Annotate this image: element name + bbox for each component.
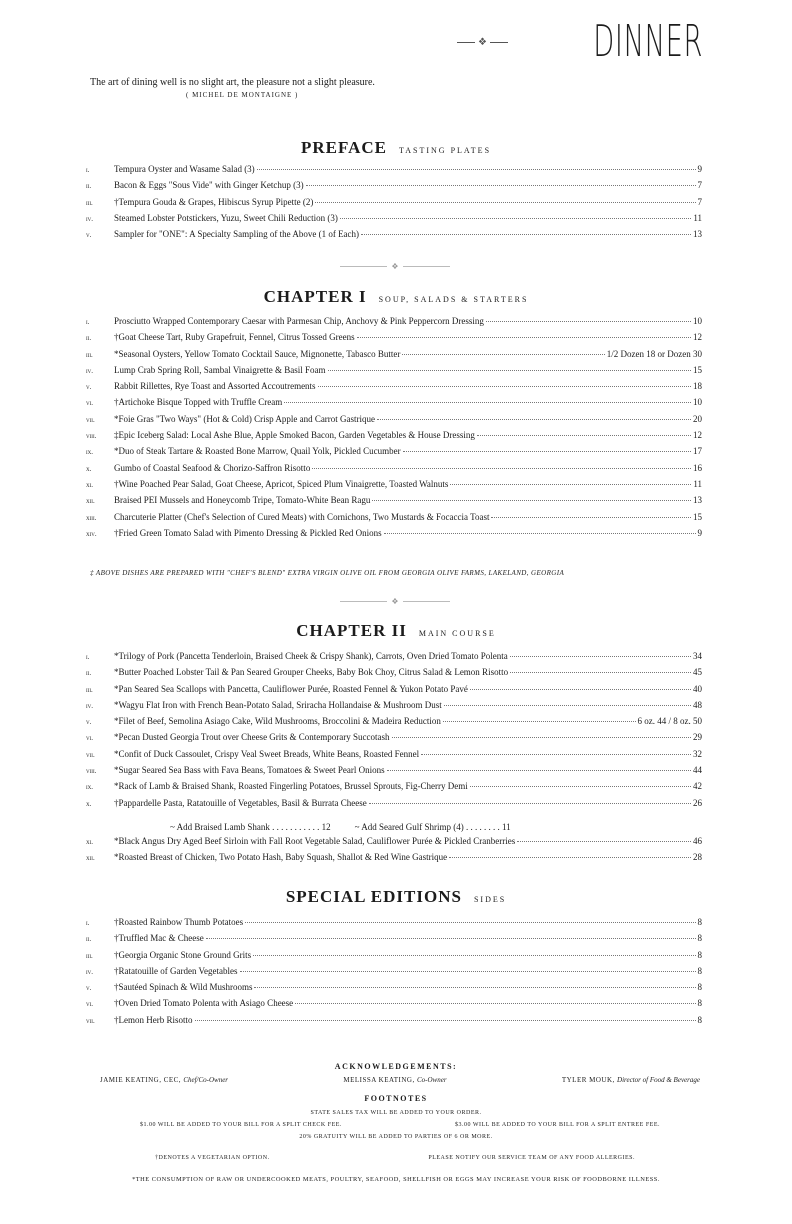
menu-item [86,700,702,716]
menu-item-price: 8 [697,933,702,944]
section-subheading: TASTING PLATES [398,146,492,155]
leader-dots [470,786,691,787]
menu-item-number: iv. [86,967,94,976]
acknowledgements-title: ACKNOWLEDGEMENTS: [334,1062,458,1071]
menu-item-number: ii. [86,935,92,944]
leader-dots [510,656,691,657]
menu-item-price: 9 [697,164,702,174]
menu-item-name: *Pan Seared Sea Scallops with Pancetta, Cauliflower Purée, Roasted Fennel & Yukon Potato Pavé [114,683,468,694]
menu-item [86,446,702,462]
section-subheading: SOUP, SALADS & STARTERS [378,295,529,304]
menu-item-price: 18 [693,381,702,392]
menu-item-name: †Ratatouille of Garden Vegetables [114,965,238,976]
menu-item-name: †Pappardelle Pasta, Ratatouille of Vegetables, Basil & Burrata Cheese [114,797,367,808]
menu-item-price: 15 [693,511,702,522]
menu-item [86,463,702,479]
header-ornament: ❖ [457,37,508,48]
leader-dots [403,451,691,452]
section-title-preface [90,138,702,158]
leader-dots [240,971,696,972]
leader-dots [254,987,695,988]
leader-dots [477,435,691,436]
menu-item [86,917,702,933]
menu-item-name: †Fried Green Tomato Salad with Pimento Dressing & Pickled Red Onions [114,527,382,538]
menu-item-number: vii. [86,415,95,424]
leader-dots [491,517,691,518]
menu-item-price: 26 [693,797,702,808]
menu-item-name: *Confit of Duck Cassoulet, Crispy Veal Sweet Breads, White Beans, Roasted Fennel [114,748,420,759]
menu-item-name: †Georgia Organic Stone Ground Grits [114,949,252,960]
menu-item [86,732,702,748]
chapter-1-list [86,316,702,544]
menu-item [86,781,702,797]
menu-item [86,180,702,196]
menu-item-name: Braised PEI Mussels and Honeycomb Tripe, Tomato-White Bean Ragu [114,495,371,506]
leader-dots [470,689,691,690]
chapter-2-list-a [86,651,702,814]
menu-item-number: vi. [86,399,94,408]
menu-item-number: xiv. [86,529,97,538]
menu-item-name: *Roasted Breast of Chicken, Two Potato Hash, Baby Squash, Shallot & Red Wine Gastrique [114,852,448,863]
chapter-2-list-b [86,836,702,869]
leader-dots [450,484,691,485]
addon-item: ~ Add Braised Lamb Shank . . . . . . . . . . . 12 [170,822,331,832]
leader-dots [443,721,636,722]
menu-item-price: 8 [697,1014,702,1025]
epigraph-text: The art of dining well is no slight art, the pleasure not a slight pleasure. [90,77,375,88]
menu-item-number: viii. [86,767,97,776]
leader-dots [284,402,691,403]
menu-item-number: viii. [86,432,97,441]
leader-dots [253,955,695,956]
menu-item-price: 11 [693,212,702,223]
menu-item-number: xi. [86,480,94,489]
menu-item-number: iii. [86,198,93,207]
menu-item [86,397,702,413]
menu-item-number: ix. [86,448,94,457]
menu-item-price: 42 [693,781,702,792]
menu-item-name: Bacon & Eggs "Sous Vide" with Ginger Ketchup (3) [114,180,304,191]
menu-item-price: 16 [693,462,702,473]
menu-item-name: Gumbo of Coastal Seafood & Chorizo-Saffron Risotto [114,462,311,473]
footnote-tax: STATE SALES TAX WILL BE ADDED TO YOUR ORDER. [310,1110,482,1116]
menu-item-price: 46 [693,836,702,846]
leader-dots [295,1003,695,1004]
menu-item-price: 10 [693,397,702,408]
menu-item-price: 34 [693,651,702,661]
menu-item-number: xii. [86,854,95,863]
menu-item-number: xii. [86,497,95,506]
menu-item-price: 28 [693,852,702,863]
menu-item-price: 40 [693,683,702,694]
leader-dots [340,218,691,219]
menu-item-name: *Black Angus Dry Aged Beef Sirloin with Fall Root Vegetable Salad, Cauliflower Purée & Pickled Cranberries [114,836,516,846]
menu-item-name: †Truffled Mac & Cheese [114,933,204,944]
menu-item-number: iii. [86,350,93,359]
menu-item-price: 13 [693,495,702,506]
section-heading: CHAPTER I [263,287,367,306]
menu-item-price: 9 [697,527,702,538]
menu-item-number: ii. [86,669,92,678]
footnote-gratuity: 20% GRATUITY WILL BE ADDED TO PARTIES OF 6 OR MORE. [299,1134,493,1140]
leader-dots [377,419,691,420]
menu-item-price: 15 [693,364,702,375]
menu-item-price: 8 [697,949,702,960]
menu-item [86,852,702,868]
menu-item-price: 17 [693,446,702,457]
leader-dots [510,672,691,673]
footnotes-title: FOOTNOTES [364,1094,428,1103]
menu-item-price: 44 [693,765,702,776]
menu-item-price: 12 [693,430,702,441]
leader-dots [369,803,691,804]
menu-item [86,1015,702,1031]
leader-dots [387,770,691,771]
addon-item: ~ Add Seared Gulf Shrimp (4) . . . . . . . . 11 [354,822,511,832]
menu-item-number: v. [86,231,92,240]
footnote-notices [155,1155,635,1161]
menu-item-number: xiii. [86,513,97,522]
menu-item-price: 13 [693,229,702,240]
menu-item [86,998,702,1014]
menu-item-name: *Trilogy of Pork (Pancetta Tenderloin, Braised Cheek & Crispy Shank), Carrots, Oven Dried Tomato Polenta [114,651,508,661]
section-title-chapter-2 [90,621,702,641]
menu-item-price: 8 [697,998,702,1009]
menu-item [86,512,702,528]
lamb-shrimp-addons [170,822,511,832]
menu-item-name: Steamed Lobster Potstickers, Yuzu, Sweet Chili Reduction (3) [114,212,338,223]
ack-entry: JAMIE KEATING, CEC, Chef/Co-Owner [100,1076,229,1084]
menu-item-price: 7 [697,180,702,191]
menu-item-price: 10 [693,316,702,326]
menu-item-number: x. [86,464,92,473]
menu-item-name: †Oven Dried Tomato Polenta with Asiago Cheese [114,998,294,1009]
ack-entry: MELISSA KEATING, Co-Owner [343,1076,447,1084]
epigraph [90,76,375,102]
menu-item-number: iv. [86,701,94,710]
menu-item-number: i. [86,919,90,927]
menu-item-price: 8 [697,982,702,993]
menu-item-name: †Tempura Gouda & Grapes, Hibiscus Syrup Pipette (2) [114,196,314,207]
menu-item-name: *Butter Poached Lobster Tail & Pan Seared Grouper Cheeks, Baby Bok Choy, Citrus Salad & Lemon Risotto [114,667,509,678]
leader-dots [306,185,696,186]
menu-item [86,164,702,180]
menu-item-price: 6 oz. 44 / 8 oz. 50 [637,716,702,727]
menu-item-number: ii. [86,182,92,191]
menu-item-name: *Seasonal Oysters, Yellow Tomato Cocktail Sauce, Mignonette, Tabasco Butter [114,348,401,359]
menu-item-price: 11 [693,478,702,489]
menu-item [86,982,702,998]
menu-item [86,966,702,982]
menu-item-number: ix. [86,783,94,792]
ack-entry: TYLER MOUK, Director of Food & Beverage [561,1076,700,1084]
footnote-split-entree: $3.00 WILL BE ADDED TO YOUR BILL FOR A SPLIT ENTREE FEE. [454,1122,660,1128]
olive-oil-note: ‡ ABOVE DISHES ARE PREPARED WITH "CHEF'S BLEND" EXTRA VIRGIN OLIVE OIL FROM GEORGIA OLIVE FARMS, LAKELAND, GEORGIA [90,569,565,577]
menu-item-number: iv. [86,214,94,223]
section-title-chapter-1 [90,287,702,307]
menu-item-number: iii. [86,951,93,960]
section-heading: CHAPTER II [296,621,407,640]
menu-item [86,765,702,781]
menu-item-price: 45 [693,667,702,678]
leader-dots [444,705,691,706]
leader-dots [195,1020,696,1021]
menu-item-price: 48 [693,699,702,710]
menu-item-name: *Wagyu Flat Iron with French Bean-Potato Salad, Sriracha Hollandaise & Mushroom Dust [114,699,442,710]
menu-item-name: †Artichoke Bisque Topped with Truffle Cream [114,397,283,408]
footnote-vegetarian: †DENOTES A VEGETARIAN OPTION. [155,1155,270,1161]
menu-item-number: xi. [86,838,94,846]
leader-dots [315,202,695,203]
menu-item-price: 20 [693,413,702,424]
epigraph-attribution: ( MICHEL DE MONTAIGNE ) [186,91,299,99]
leader-dots [361,234,691,235]
acknowledgements [100,1076,700,1084]
menu-item-number: x. [86,799,92,808]
leader-dots [449,857,691,858]
menu-item-name: Sampler for "ONE": A Specialty Sampling of the Above (1 of Each) [114,229,360,240]
footnote-split-fees [140,1122,660,1128]
leader-dots [312,468,691,469]
leader-dots [257,169,696,170]
menu-item-price: 1/2 Dozen 18 or Dozen 30 [606,348,702,359]
menu-item [86,933,702,949]
leader-dots [392,737,691,738]
menu-item [86,197,702,213]
menu-item [86,381,702,397]
menu-item-name: *Foie Gras "Two Ways" (Hot & Cold) Crisp Apple and Carrot Gastrique [114,413,376,424]
leader-dots [402,354,604,355]
section-subheading: SIDES [473,895,507,904]
menu-item [86,430,702,446]
section-heading: PREFACE [300,138,387,157]
footnote-consumption-warning: *THE CONSUMPTION OF RAW OR UNDERCOOKED MEATS, POULTRY, SEAFOOD, SHELLFISH OR EGGS MAY INCREASE YOUR RISK OF FOODBORNE ILLNESS. [132,1176,660,1183]
menu-item [86,414,702,430]
menu-item [86,749,702,765]
menu-item-name: *Filet of Beef, Semolina Asiago Cake, Wild Mushrooms, Broccolini & Madeira Reduction [114,716,441,727]
menu-item-name: *Duo of Steak Tartare & Roasted Bone Marrow, Quail Yolk, Pickled Cucumber [114,446,401,457]
menu-item [86,349,702,365]
menu-item [86,836,702,852]
menu-item-price: 8 [697,965,702,976]
leader-dots [372,500,691,501]
menu-item [86,528,702,544]
menu-item [86,651,702,667]
menu-item [86,213,702,229]
leader-dots [357,337,691,338]
section-subheading: MAIN COURSE [418,629,496,638]
menu-item-name: ‡Epic Iceberg Salad: Local Ashe Blue, Apple Smoked Bacon, Garden Vegetables & House Dressing [114,430,475,441]
section-heading: SPECIAL EDITIONS [285,887,462,906]
footnote-allergy: PLEASE NOTIFY OUR SERVICE TEAM OF ANY FOOD ALLERGIES. [428,1155,635,1161]
menu-item-number: v. [86,383,92,392]
menu-item-number: vi. [86,734,94,743]
menu-item-name: Tempura Oyster and Wasame Salad (3) [114,164,255,174]
menu-item [86,684,702,700]
menu-item-number: v. [86,718,92,727]
menu-item-name: *Rack of Lamb & Braised Shank, Roasted Fingerling Potatoes, Brussel Sprouts, Fig-Cherry Demi [114,781,468,792]
menu-item-price: 8 [697,917,702,927]
menu-item-number: i. [86,318,90,326]
menu-item [86,365,702,381]
menu-item-number: iv. [86,366,94,375]
menu-title: DINNER [593,16,703,67]
menu-item-name: †Sautéed Spinach & Wild Mushrooms [114,982,253,993]
menu-item [86,798,702,814]
menu-item-name: *Sugar Seared Sea Bass with Fava Beans, Tomatoes & Sweet Pearl Onions [114,765,385,776]
menu-item-name: Rabbit Rillettes, Rye Toast and Assorted Accoutrements [114,381,316,392]
menu-item [86,316,702,332]
menu-item-name: Prosciutto Wrapped Contemporary Caesar with Parmesan Chip, Anchovy & Pink Peppercorn Dressing [114,316,484,326]
sides-list [86,917,702,1031]
leader-dots [328,370,691,371]
leader-dots [245,922,695,923]
section-divider: ❖ [340,597,450,606]
section-divider: ❖ [340,262,450,271]
menu-item-number: v. [86,984,92,993]
menu-item-name: †Goat Cheese Tart, Ruby Grapefruit, Fennel, Citrus Tossed Greens [114,332,355,343]
menu-item [86,950,702,966]
menu-item-number: vii. [86,1016,95,1025]
leader-dots [318,386,691,387]
leader-dots [384,533,696,534]
menu-item-number: vii. [86,750,95,759]
menu-item [86,479,702,495]
menu-item-price: 32 [693,748,702,759]
menu-item-name: †Roasted Rainbow Thumb Potatoes [114,917,244,927]
preface-list [86,164,702,245]
menu-item-name: Charcuterie Platter (Chef's Selection of Cured Meats) with Cornichons, Two Mustards & Focaccia Toast [114,511,490,522]
menu-item-number: ii. [86,334,92,343]
menu-item [86,716,702,732]
menu-item-name: †Lemon Herb Risotto [114,1014,193,1025]
menu-item [86,332,702,348]
menu-item-name: *Pecan Dusted Georgia Trout over Cheese Grits & Contemporary Succotash [114,732,390,743]
menu-item-price: 7 [697,196,702,207]
menu-item-number: iii. [86,685,93,694]
leader-dots [421,754,691,755]
menu-item-number: vi. [86,1000,94,1009]
leader-dots [517,841,691,842]
menu-item-name: Lump Crab Spring Roll, Sambal Vinaigrette & Basil Foam [114,364,326,375]
section-title-sides [90,887,702,907]
footnote-split-check: $1.00 WILL BE ADDED TO YOUR BILL FOR A SPLIT CHECK FEE. [140,1122,342,1128]
menu-item-price: 29 [693,732,702,743]
menu-item [86,495,702,511]
leader-dots [486,321,691,322]
menu-item-price: 12 [693,332,702,343]
menu-item-number: i. [86,166,90,174]
menu-item-number: i. [86,653,90,661]
leader-dots [206,938,696,939]
page-header [457,16,703,67]
menu-item [86,667,702,683]
menu-item-name: †Wine Poached Pear Salad, Goat Cheese, Apricot, Spiced Plum Vinaigrette, Toasted Walnuts [114,478,449,489]
menu-item [86,229,702,245]
